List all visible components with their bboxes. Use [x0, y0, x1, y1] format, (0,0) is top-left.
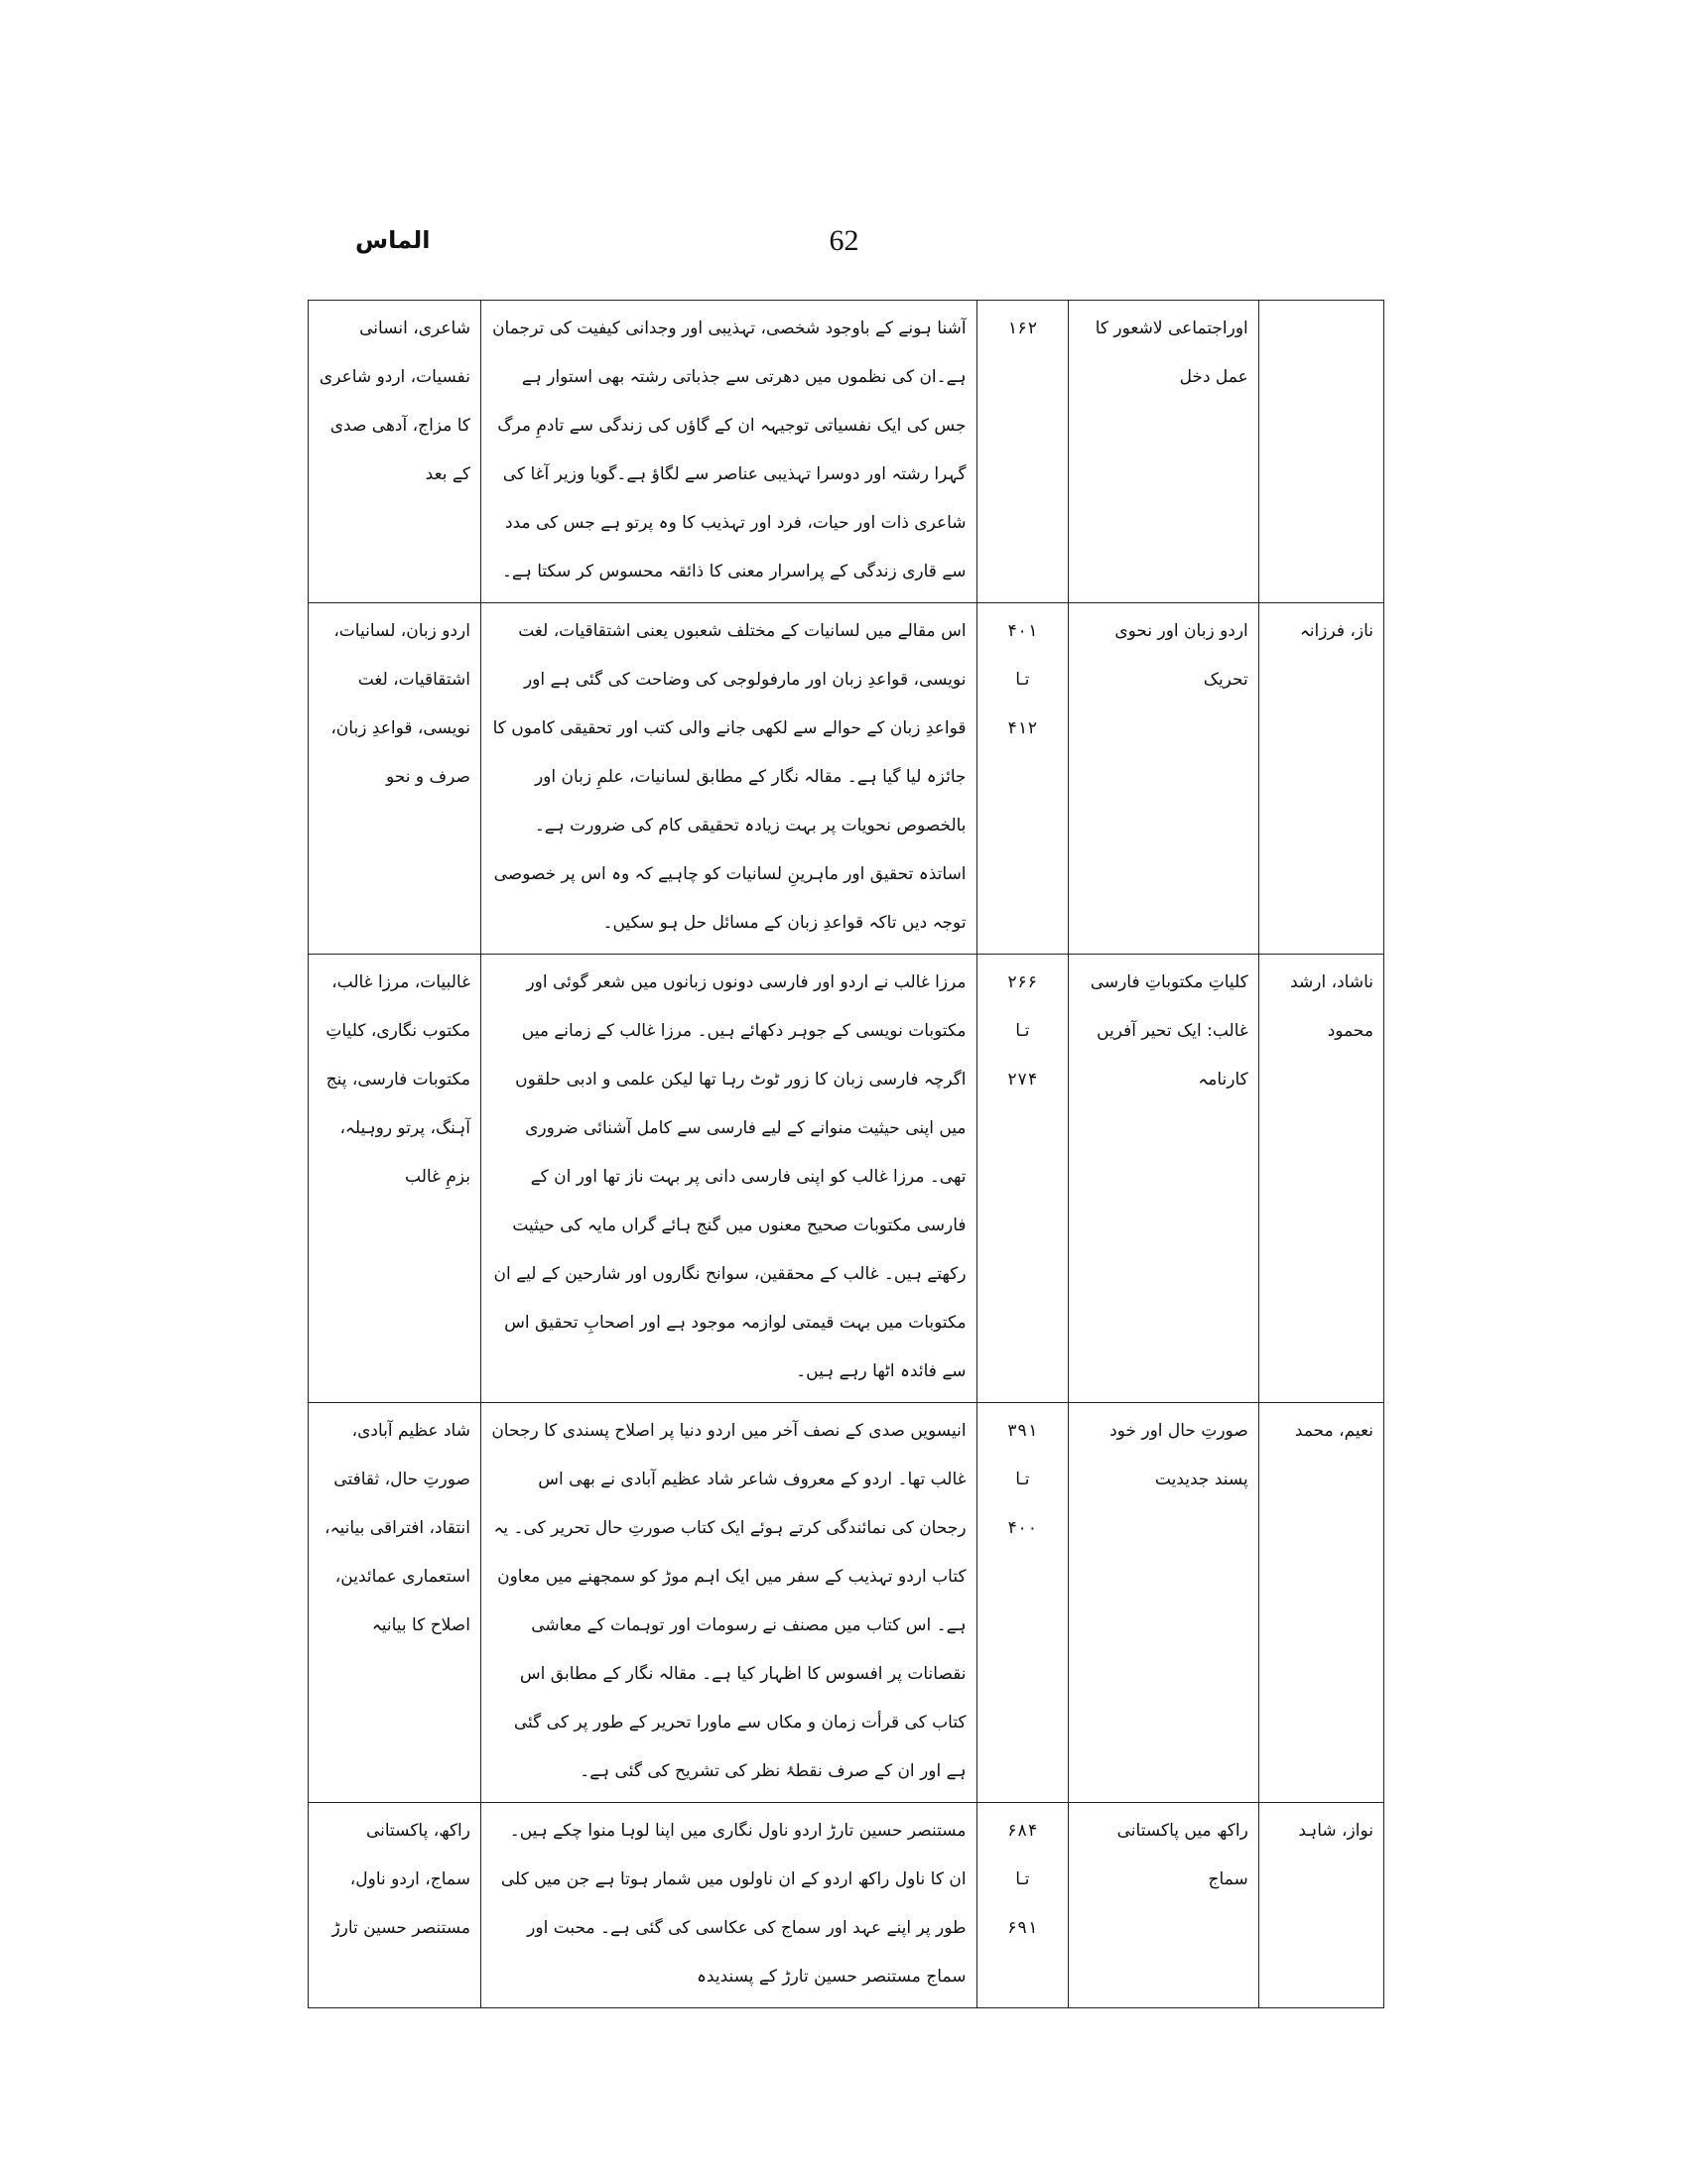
title-cell: صورتِ حال اور خود پسند جدیدیت [1068, 1403, 1258, 1803]
author-cell: نعیم، محمد [1258, 1403, 1383, 1803]
table-row [309, 955, 1384, 1403]
author-cell [1258, 301, 1383, 603]
abstract-cell: اس مقالے میں لسانیات کے مختلف شعبوں یعنی اشتقاقیات، لغت نویسی، قواعدِ زبان اور مارفولوجی کی وضاحت کی گئی ہے اور قواعدِ زبان کے حوالے سے لکھی جانے والی کتب اور تحقیقی کاموں کا جائزہ لیا گیا ہے۔ مقالہ نگار کے مطابق لسانیات، علمِ زبان اور بالخصوص نحویات پر بہت زیادہ تحقیقی کام کی ضرورت ہے۔ اساتذہ تحقیق اور ماہرینِ لسانیات کو چاہیے کہ وہ اس پر خصوصی توجہ دیں تاکہ قواعدِ زبان کے مسائل حل ہو سکیں۔ [480, 603, 976, 955]
page-range-start: ۱۶۲ [1006, 319, 1038, 338]
page-range-start: ۴۰۱ [1006, 621, 1038, 641]
keywords-cell: شاد عظیم آبادی، صورتِ حال، ثقافتی انتقاد، افتراقی بیانیہ، استعماری عمائدین، اصلاح کا بیانیہ [309, 1403, 481, 1803]
page-range-end: ۶۹۱ [1006, 1918, 1038, 1938]
keywords-cell: راکھ، پاکستانی سماج، اردو ناول، مستنصر حسین تارڑ [309, 1803, 481, 2008]
keywords-cell: غالبیات، مرزا غالب، مکتوب نگاری، کلیاتِ مکتوبات فارسی، پنج آہنگ، پرتو روہیلہ، بزمِ غالب [309, 955, 481, 1403]
pages-cell [976, 301, 1068, 603]
title-cell: اردو زبان اور نحوی تحریک [1068, 603, 1258, 955]
title-cell: کلیاتِ مکتوباتِ فارسی غالب: ایک تحیر آفریں کارنامہ [1068, 955, 1258, 1403]
page-range-separator: تا [1011, 1869, 1033, 1889]
abstract-cell: انیسویں صدی کے نصف آخر میں اردو دنیا پر اصلاح پسندی کا رجحان غالب تھا۔ اردو کے معروف شاعر شاد عظیم آبادی نے بھی اس رجحان کی نمائندگی کرتے ہوئے ایک کتاب صورتِ حال تحریر کی۔ یہ کتاب اردو تہذیب کے سفر میں ایک اہم موڑ کو سمجھنے میں معاون ہے۔ اس کتاب میں مصنف نے رسومات اور توہمات کے معاشی نقصانات پر افسوس کا اظہار کیا ہے۔ مقالہ نگار کے مطابق اس کتاب کی قرأت زمان و مکاں سے ماورا تحریر کے طور پر کی گئی ہے اور ان کے صرف نقطۂ نظر کی تشریح کی گئی ہے۔ [480, 1403, 976, 1803]
pages-cell [976, 955, 1068, 1403]
journal-name: الماس [355, 226, 431, 254]
page-range-end: ۴۰۰ [1006, 1518, 1038, 1538]
page-range-end: ۲۷۴ [1006, 1070, 1038, 1090]
page-range-separator: تا [1011, 1470, 1033, 1489]
page-range-end: ۴۱۲ [1006, 718, 1038, 738]
page-range-separator: تا [1011, 1021, 1033, 1041]
pages-cell [976, 1403, 1068, 1803]
keywords-cell: اردو زبان، لسانیات، اشتقاقیات، لغت نویسی، قواعدِ زبان، صرف و نحو [309, 603, 481, 955]
title-cell: راکھ میں پاکستانی سماج [1068, 1803, 1258, 2008]
table-row [309, 603, 1384, 955]
page-range-separator: تا [1011, 670, 1033, 690]
keywords-cell: شاعری، انسانی نفسیات، اردو شاعری کا مزاج، آدھی صدی کے بعد [309, 301, 481, 603]
author-cell: ناشاد، ارشد محمود [1258, 955, 1383, 1403]
table-row [309, 301, 1384, 603]
page-range-start: ۶۸۴ [1006, 1821, 1038, 1841]
author-cell: نواز، شاہد [1258, 1803, 1383, 2008]
author-cell: ناز، فرزانہ [1258, 603, 1383, 955]
table-row [309, 1803, 1384, 2008]
index-table [308, 300, 1384, 2008]
pages-cell [976, 603, 1068, 955]
abstract-cell: مرزا غالب نے اردو اور فارسی دونوں زبانوں میں شعر گوئی اور مکتوبات نویسی کے جوہر دکھائے ہیں۔ مرزا غالب کے زمانے میں اگرچہ فارسی زبان کا زور ٹوٹ رہا تھا لیکن علمی و ادبی حلقوں میں اپنی حیثیت منوانے کے لیے فارسی سے کامل آشنائی ضروری تھی۔ مرزا غالب کو اپنی فارسی دانی پر بہت ناز تھا اور ان کے فارسی مکتوبات صحیح معنوں میں گنج ہائے گراں مایہ کی حیثیت رکھتے ہیں۔ غالب کے محققین، سوانح نگاروں اور شارحین کے لیے ان مکتوبات میں بہت قیمتی لوازمہ موجود ہے اور اصحابِ تحقیق اس سے فائدہ اٹھا رہے ہیں۔ [480, 955, 976, 1403]
pages-cell [976, 1803, 1068, 2008]
abstract-cell: مستنصر حسین تارڑ اردو ناول نگاری میں اپنا لوہا منوا چکے ہیں۔ ان کا ناول راکھ اردو کے ان ناولوں میں شمار ہوتا ہے جن میں کلی طور پر اپنے عہد اور سماج کی عکاسی کی گئی ہے۔ محبت اور سماج مستنصر حسین تارڑ کے پسندیدہ [480, 1803, 976, 2008]
page-number: 62 [829, 224, 859, 257]
page-range-start: ۳۹۱ [1006, 1421, 1038, 1441]
title-cell: اوراجتماعی لاشعور کا عمل دخل [1068, 301, 1258, 603]
table-row [309, 1403, 1384, 1803]
page-range-start: ۲۶۶ [1006, 972, 1038, 992]
abstract-cell: آشنا ہونے کے باوجود شخصی، تہذیبی اور وجدانی کیفیت کی ترجمان ہے۔ان کی نظموں میں دھرتی سے جذباتی رشتہ بھی استوار ہے جس کی ایک نفسیاتی توجیہہ ان کے گاؤں کی زندگی سے تادمِ مرگ گہرا رشتہ اور دوسرا تہذیبی عناصر سے لگاؤ ہے۔گویا وزیر آغا کی شاعری ذات اور حیات، فرد اور تہذیب کا وہ پرتو ہے جس کی مدد سے قاری زندگی کے پراسرار معنی کا ذائقہ محسوس کر سکتا ہے۔ [480, 301, 976, 603]
